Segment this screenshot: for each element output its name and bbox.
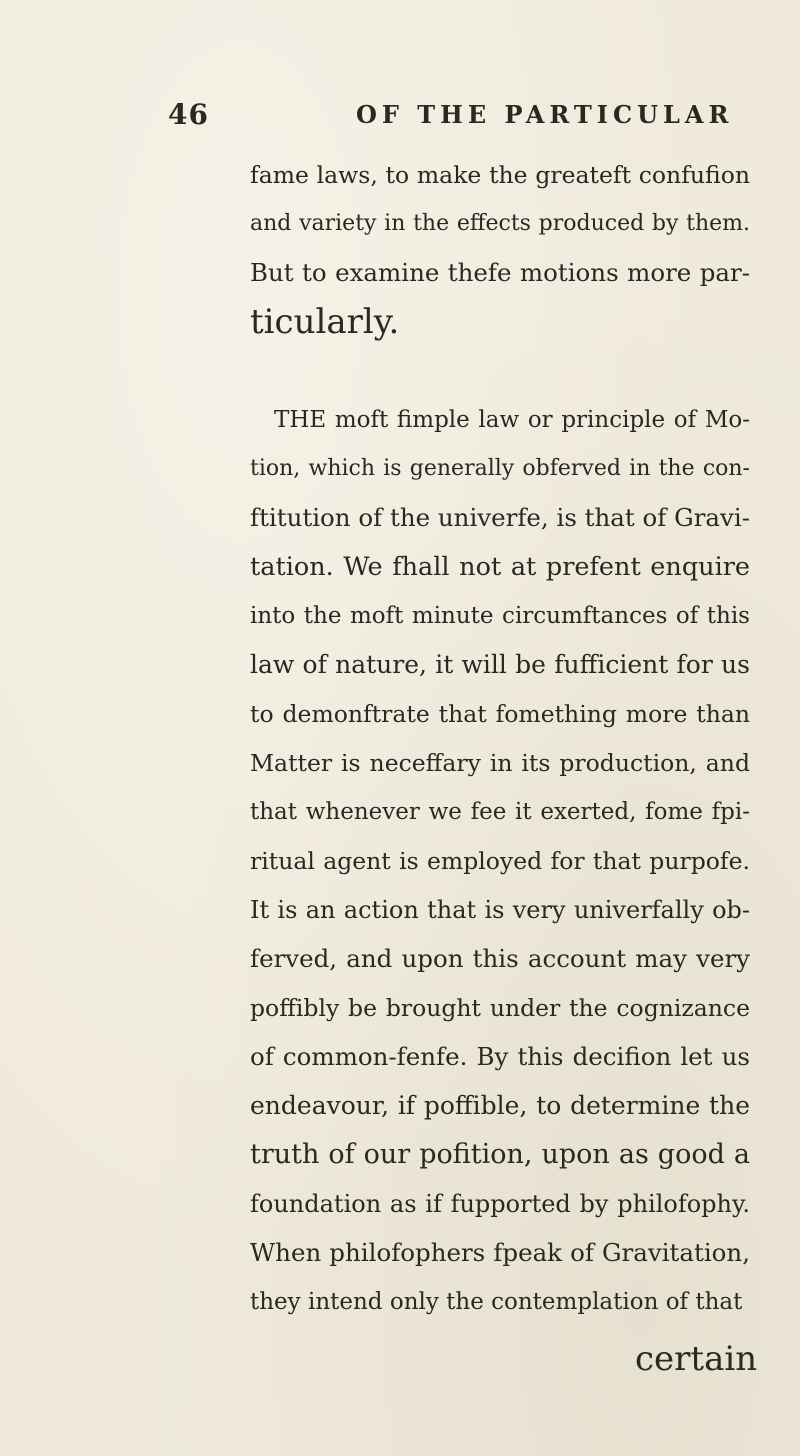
page-number: 46 [168,98,209,131]
text-line: It is an action that is very univerfally ob- [250,896,750,924]
text-line: ticularly. [250,302,400,342]
text-line: ritual agent is employed for that purpofe. [250,847,750,875]
text-line: truth of our pofition, upon as good a [250,1139,750,1170]
text-line: But to examine thefe motions more par- [250,258,750,287]
text-line: law of nature, it will be fufficient for us [250,650,750,679]
running-title: OF THE PARTICULAR [356,100,734,129]
text-line: of common-fenfe. By this decifion let us [250,1042,750,1071]
text-line: When philofophers fpeak of Gravitation, [250,1238,750,1267]
text-line: THE moft fimple law or principle of Mo- [274,407,750,433]
text-line: ftitution of the univerfe, is that of Gravi- [250,503,750,532]
text-line: Matter is neceffary in its production, and [250,749,750,777]
text-line: tation. We fhall not at prefent enquire [250,552,750,582]
text-line: foundation as if fupported by philofophy. [250,1190,750,1218]
text-line: ferved, and upon this account may very [250,944,750,973]
text-line: that whenever we fee it exerted, fome fpi- [250,799,750,825]
running-head [0,0,800,130]
text-line: fame laws, to make the greateft confufion [250,161,750,189]
text-line [250,346,750,396]
text-line: to demonftrate that fomething more than [250,700,750,728]
text-line: endeavour, if poffible, to determine the [250,1091,750,1120]
text-line: into the moft minute circumftances of this [250,603,750,629]
catchword: certain [635,1339,758,1379]
text-line: and variety in the effects produced by them. [250,211,750,236]
text-line: tion, which is generally obferved in the con- [250,456,750,481]
text-line: they intend only the contemplation of that [250,1289,743,1315]
text-line: poffibly be brought under the cognizance [250,994,750,1022]
